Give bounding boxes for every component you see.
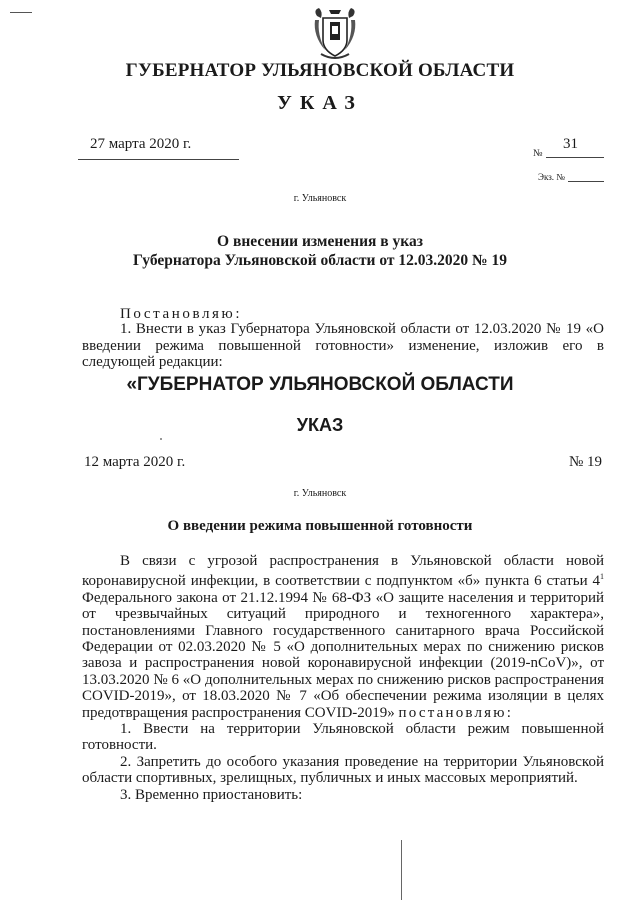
preamble-part-b: Федерального закона от 21.12.1994 № 68-ФЗ «О защите населения и территорий от чрезвычайных ситуаций природного и техногенного характера», постановлениями Главного государственного санитарного врача Российской Федерации от 02.03.2020 № 5 «О дополнительных мерах по снижению рисков завоза и распространения новой коронавирусной инфекции (2019-nCoV)», от 13.03.2020 № 6 «О дополнительных мерах по снижению рисков распространения COVID-2019», от 18.03.2020 № 7 «Об обеспечении режима изоляции в целях предотвращения распространения COVID-2019»	[82, 589, 604, 721]
number-label: №	[533, 148, 543, 159]
subject-line-1: О внесении изменения в указ	[217, 233, 423, 250]
copy-number-underline	[568, 181, 604, 182]
quoted-issuer-title: «ГУБЕРНАТОР УЛЬЯНОВСКОЙ ОБЛАСТИ	[126, 374, 514, 395]
quoted-item-2: 2. Запретить до особого указания проведение на территории Ульяновской области спортивных, зрелищных, публичных и иных массовых мероприятий.	[82, 753, 604, 787]
preamble-part-a: В связи с угрозой распространения в Ульяновской области новой коронавирусной инфекции, в соответствии с подпунктом «б» пункта 6 статьи 4	[82, 553, 604, 590]
preamble-operative-word: постановляю:	[398, 704, 514, 721]
quoted-city: г. Ульяновск	[293, 488, 347, 499]
scan-speck	[160, 438, 162, 440]
quoted-item-1: 1. Ввести на территории Ульяновской области режим повышенной готовности.	[82, 721, 604, 754]
copy-number-label: Экз. №	[538, 172, 565, 182]
document-subject	[0, 232, 640, 270]
date-underline	[78, 159, 239, 160]
subject-line-2: Губернатора Ульяновской области от 12.03.2020 № 19	[133, 252, 507, 269]
document-number: 31	[563, 136, 578, 152]
preamble-paragraph	[82, 553, 604, 721]
superscript: 1	[600, 572, 604, 582]
quoted-document-number: № 19	[569, 454, 603, 470]
quoted-item-3: 3. Временно приостановить:	[120, 786, 303, 803]
document-type: УКАЗ	[277, 92, 363, 114]
coat-of-arms-icon	[311, 6, 359, 62]
quoted-document-title: О введении режима повышенной готовности	[167, 518, 473, 534]
city: г. Ульяновск	[293, 193, 347, 204]
paragraph-item-1: 1. Внести в указ Губернатора Ульяновской области от 12.03.2020 № 19 «О введении режима повышенной готовности» изменение, изложив его в следующей редакции:	[82, 321, 604, 370]
quoted-document-type: УКАЗ	[296, 415, 344, 435]
issuer-title: ГУБЕРНАТОР УЛЬЯНОВСКОЙ ОБЛАСТИ	[125, 60, 515, 81]
scan-artifact-line	[401, 840, 402, 900]
quoted-body	[82, 553, 604, 803]
quoted-document-date: 12 марта 2020 г.	[84, 454, 186, 470]
document-date: 27 марта 2020 г.	[90, 136, 192, 152]
corner-mark	[10, 12, 32, 13]
number-underline	[546, 157, 604, 158]
decree-operative-word: Постановляю:	[120, 306, 243, 322]
